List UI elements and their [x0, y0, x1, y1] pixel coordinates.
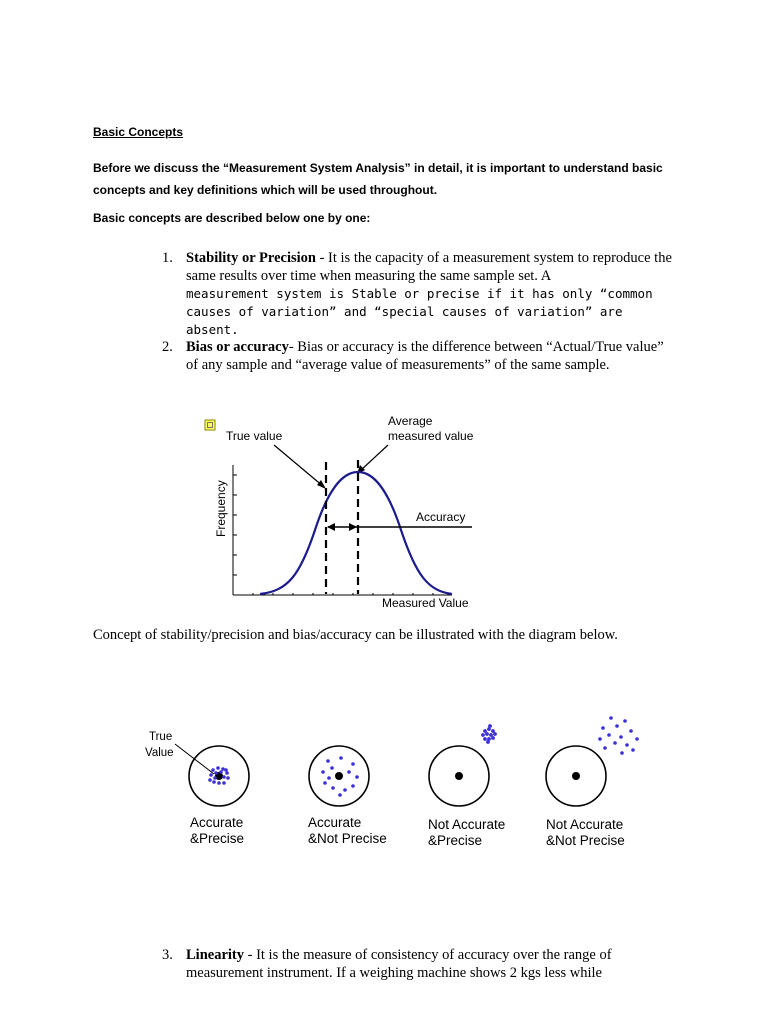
item-number: 2. — [162, 339, 173, 355]
figure-caption: Concept of stability/precision and bias/accuracy can be illustrated with the diagram below. — [93, 627, 618, 643]
target-center — [335, 772, 343, 780]
target-label-line2: &Precise — [190, 831, 245, 846]
target-accurate-precise — [189, 746, 249, 846]
item-term: Linearity — [186, 947, 244, 963]
item-number: 3. — [162, 947, 173, 963]
item-text-mono: measurement system is Stable or precise if it has only “common causes of variation” and “special causes of variation” are absent. — [186, 286, 653, 337]
arrowhead-icon — [349, 523, 357, 531]
intro-paragraph: Before we discuss the “Measurement System Analysis” in detail, it is important to understand basic concepts and key definitions which will be used throughout. — [93, 161, 663, 197]
item-term: Stability or Precision — [186, 250, 316, 266]
bias-accuracy-figure — [190, 405, 490, 615]
item-text: - It is the capacity of a measurement system to reproduce the same results over time when measuring the same sample set. A — [186, 250, 672, 284]
y-axis-ticks — [233, 475, 237, 575]
target-label-line1: Accurate — [308, 815, 362, 830]
target-label-line1: Not Accurate — [546, 817, 624, 832]
target-accurate-not-precise — [308, 746, 387, 846]
item-term: Bias or accuracy — [186, 339, 289, 355]
true-value-pointer — [274, 445, 324, 487]
average-label-line2: measured value — [388, 429, 474, 443]
arrowhead-icon — [317, 480, 326, 489]
target-center — [455, 772, 463, 780]
target-label-line2: &Precise — [428, 833, 483, 848]
distribution-curve — [260, 472, 452, 594]
arrowhead-icon — [327, 523, 335, 531]
x-axis-label: Measured Value — [382, 596, 469, 610]
target-center — [572, 772, 580, 780]
shot-cluster — [598, 716, 639, 755]
true-value-label-line1: True — [149, 731, 173, 743]
shot-cluster — [481, 724, 497, 744]
item-body — [186, 249, 676, 339]
average-pointer — [360, 445, 388, 471]
accuracy-precision-targets — [135, 710, 660, 860]
page-heading: Basic Concepts — [93, 125, 184, 139]
marker-icon — [205, 420, 215, 430]
intro-line: Basic concepts are described below one by one: — [93, 211, 371, 225]
target-label-line1: Accurate — [190, 815, 244, 830]
true-value-label-line2: Value — [145, 747, 174, 759]
target-not-accurate-not-precise — [546, 716, 639, 848]
item-body — [186, 338, 676, 374]
target-label-line1: Not Accurate — [428, 817, 506, 832]
accuracy-label: Accuracy — [416, 510, 466, 524]
item-number: 1. — [162, 250, 173, 266]
target-label-line2: &Not Precise — [308, 831, 387, 846]
item-body — [186, 946, 676, 982]
y-axis-label: Frequency — [214, 480, 228, 537]
item-text: - Bias or accuracy is the difference between “Actual/True value” of any sample and “average value of measurements” of the same sample. — [186, 339, 664, 373]
target-not-accurate-precise — [428, 724, 505, 848]
item-text: - It is the measure of consistency of accuracy over the range of measurement instrument. If a weighing machine shows 2 kgs less while — [186, 947, 612, 981]
average-label-line1: Average — [388, 414, 433, 428]
target-label-line2: &Not Precise — [546, 833, 625, 848]
true-value-label: True value — [226, 429, 283, 443]
